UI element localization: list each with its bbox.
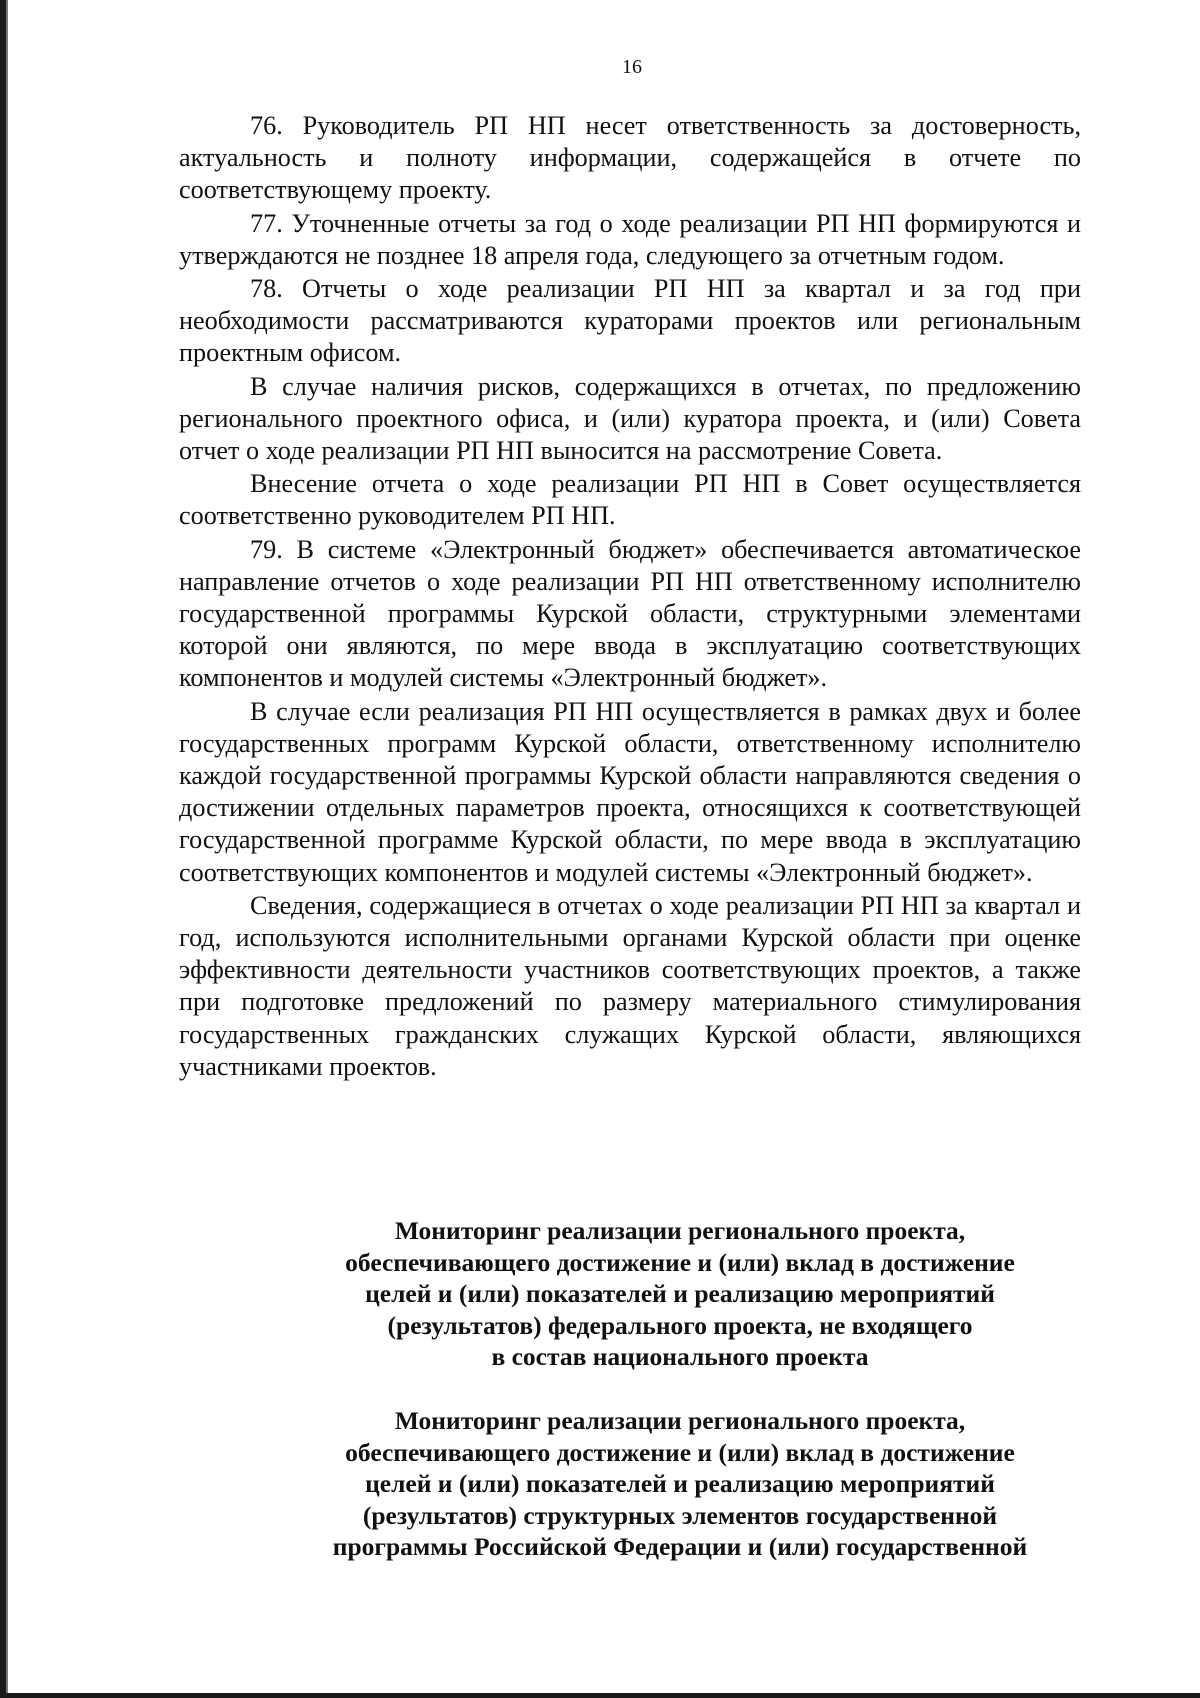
heading-line: программы Российской Федерации и (или) государственной xyxy=(332,1532,1028,1562)
heading-line: (результатов) структурных элементов государственной xyxy=(362,1500,998,1530)
heading-line: целей и (или) показателей и реализацию мероприятий xyxy=(365,1279,995,1309)
heading-line: обеспечивающего достижение и (или) вклад в достижение xyxy=(345,1247,1015,1277)
page-number: 16 xyxy=(622,56,642,78)
scan-edge-left xyxy=(0,0,6,1698)
section-heading-state-program xyxy=(230,1405,1130,1563)
scan-edge-bottom xyxy=(0,1693,1200,1698)
paragraph-78-submission: Внесение отчета о ходе реализации РП НП в Совет осуществляется соответственно руководителем РП НП. xyxy=(179,469,1081,531)
paragraph-79-multiple-programs: В случае если реализация РП НП осуществляется в рамках двух и более государственных программ Курской области, ответственному исполнителю каждой государственной программы Курской области направляются сведения о достижении отдельных параметров проекта, относящихся к соответствующей государственной программе Курской области, по мере ввода в эксплуатацию соответствующих компонентов и модулей системы «Электронный бюджет». xyxy=(179,696,1081,887)
paragraph-78-risks: В случае наличия рисков, содержащихся в отчетах, по предложению регионального проектного офиса, и (или) куратора проекта, и (или) Совета отчет о ходе реализации РП НП выносится на рассмотрение Совета. xyxy=(179,371,1081,466)
heading-line: целей и (или) показателей и реализацию мероприятий xyxy=(365,1469,995,1499)
paragraph-79-report-usage: Сведения, содержащиеся в отчетах о ходе реализации РП НП за квартал и год, используются исполнительными органами Курской области при оценке эффективности деятельности участников соответствующих проектов, а также при подготовке предложений по размеру материального стимулирования государственных гражданских служащих Курской области, являющихся участниками проектов. xyxy=(179,890,1081,1081)
heading-line: в состав национального проекта xyxy=(491,1342,869,1372)
heading-line: Мониторинг реализации регионального проекта, xyxy=(394,1406,966,1435)
document-body xyxy=(179,110,1081,1084)
paragraph-78: 78. Отчеты о ходе реализации РП НП за квартал и за год при необходимости рассматриваются кураторами проектов или региональным проектным офисом. xyxy=(179,274,1081,368)
paragraph-77: 77. Уточненные отчеты за год о ходе реализации РП НП формируются и утверждаются не позднее 18 апреля года, следующего за отчетным годом. xyxy=(179,208,1081,270)
paragraph-76: 76. Руководитель РП НП несет ответственность за достоверность, актуальность и полноту информации, содержащейся в отчете по соответствующему проекту. xyxy=(179,111,1081,205)
heading-line: Мониторинг реализации регионального проекта, xyxy=(394,1216,966,1245)
section-heading-federal-project xyxy=(230,1215,1130,1373)
paragraph-79: 79. В системе «Электронный бюджет» обеспечивается автоматическое направление отчетов о ходе реализации РП НП ответственному исполнителю государственной программы Курской области, структурными элементами которой они являются, по мере ввода в эксплуатацию соответствующих компонентов и модулей системы «Электронный бюджет». xyxy=(179,534,1081,693)
heading-line: обеспечивающего достижение и (или) вклад в достижение xyxy=(345,1437,1015,1467)
heading-line: (результатов) федерального проекта, не входящего xyxy=(387,1310,973,1340)
